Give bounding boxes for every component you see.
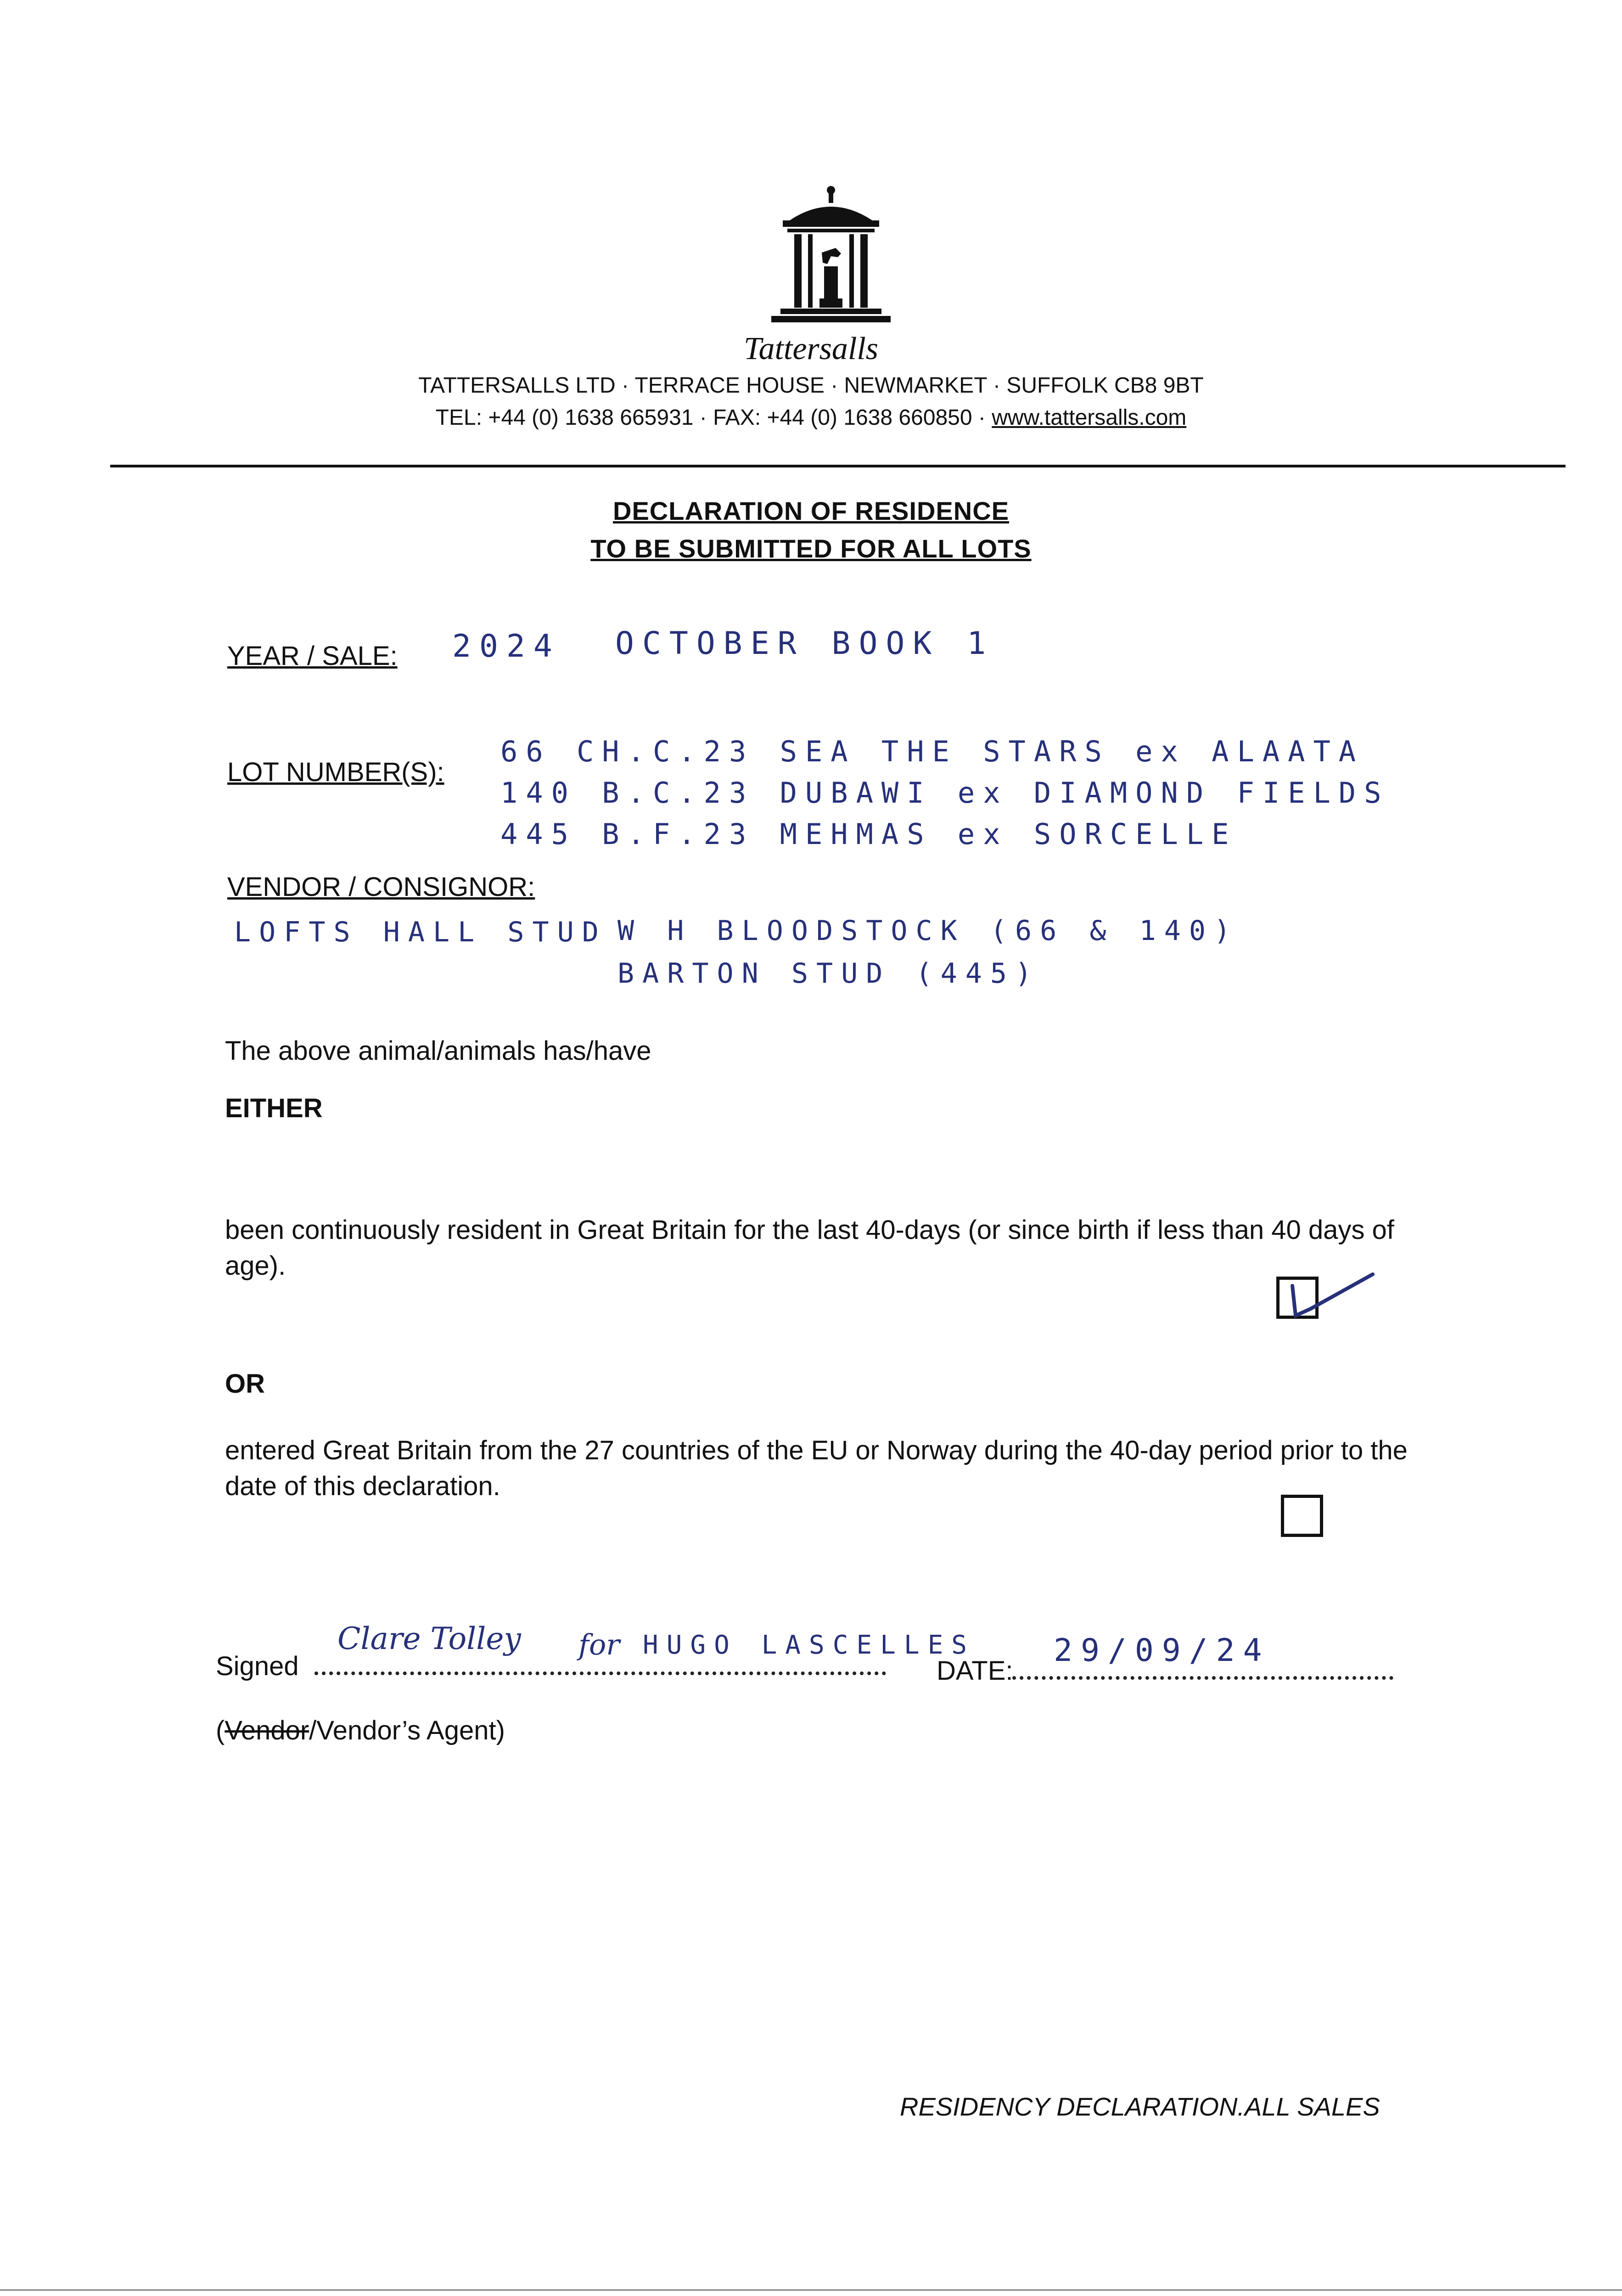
- option-entered-text: entered Great Britain from the 27 countries of the EU or Norway during the 40-day period prior to the date of this declaration.: [225, 1435, 1408, 1501]
- vendor-consignor-label: VENDOR / CONSIGNOR:: [227, 872, 535, 902]
- signed-label: Signed: [216, 1651, 299, 1681]
- signature-for: for: [578, 1628, 620, 1661]
- year-sale-label: YEAR / SALE:: [227, 641, 398, 671]
- signature[interactable]: Clare Tolley: [337, 1621, 521, 1656]
- lot-entry[interactable]: 445 B.F.23 MEHMAS ex SORCELLE: [500, 817, 1237, 851]
- lot-entry[interactable]: 140 B.C.23 DUBAWI ex DIAMOND FIELDS: [500, 776, 1390, 810]
- option-resident-text: been continuously resident in Great Britain for the last 40-days (or since birth if less than 40 days of age).: [225, 1215, 1394, 1281]
- lot-numbers-label: LOT NUMBER(S):: [227, 757, 444, 787]
- signatory-name[interactable]: HUGO LASCELLES: [643, 1630, 976, 1660]
- website-link[interactable]: www.tattersalls.com: [992, 405, 1187, 430]
- option-entered-checkbox[interactable]: [1281, 1495, 1323, 1537]
- company-contact: [0, 405, 1622, 430]
- vendor-field[interactable]: W H BLOODSTOCK (66 & 140): [617, 915, 1239, 947]
- role-vendor-agent: /Vendor’s Agent): [309, 1716, 505, 1745]
- brand-name: Tattersalls: [743, 331, 879, 366]
- year-field[interactable]: 2024: [452, 628, 561, 664]
- vendor-field[interactable]: LOFTS HALL STUD: [234, 916, 607, 948]
- vendor-field[interactable]: BARTON STUD (445): [617, 957, 1040, 990]
- page-edge-line: [0, 2289, 1622, 2291]
- role-open: (: [216, 1716, 225, 1745]
- checkmark-icon: [1267, 1258, 1377, 1332]
- company-address: TATTERSALLS LTD · TERRACE HOUSE · NEWMARKET · SUFFOLK CB8 9BT: [418, 373, 1204, 398]
- form-subtitle: TO BE SUBMITTED FOR ALL LOTS: [590, 534, 1032, 563]
- sale-field[interactable]: OCTOBER BOOK 1: [615, 625, 994, 662]
- either-heading: EITHER: [225, 1093, 323, 1123]
- tattersalls-logo-icon: [762, 184, 900, 335]
- form-title: DECLARATION OF RESIDENCE: [613, 496, 1009, 525]
- declaration-intro: The above animal/animals has/have: [225, 1036, 651, 1066]
- or-heading: OR: [225, 1369, 265, 1399]
- date-line: [1012, 1667, 1393, 1680]
- signature-line: [314, 1662, 886, 1675]
- lot-entry[interactable]: 66 CH.C.23 SEA THE STARS ex ALAATA: [500, 735, 1364, 768]
- date-label: DATE:: [937, 1656, 1013, 1686]
- header-divider: [110, 465, 1566, 467]
- date-field[interactable]: 29/09/24: [1054, 1632, 1270, 1669]
- role-struck-vendor: Vendor: [224, 1716, 309, 1745]
- form-reference: RESIDENCY DECLARATION.ALL SALES: [900, 2092, 1380, 2121]
- signatory-role: [216, 1715, 505, 1746]
- phone-fax: TEL: +44 (0) 1638 665931 · FAX: +44 (0) 1638 660850 ·: [435, 405, 992, 430]
